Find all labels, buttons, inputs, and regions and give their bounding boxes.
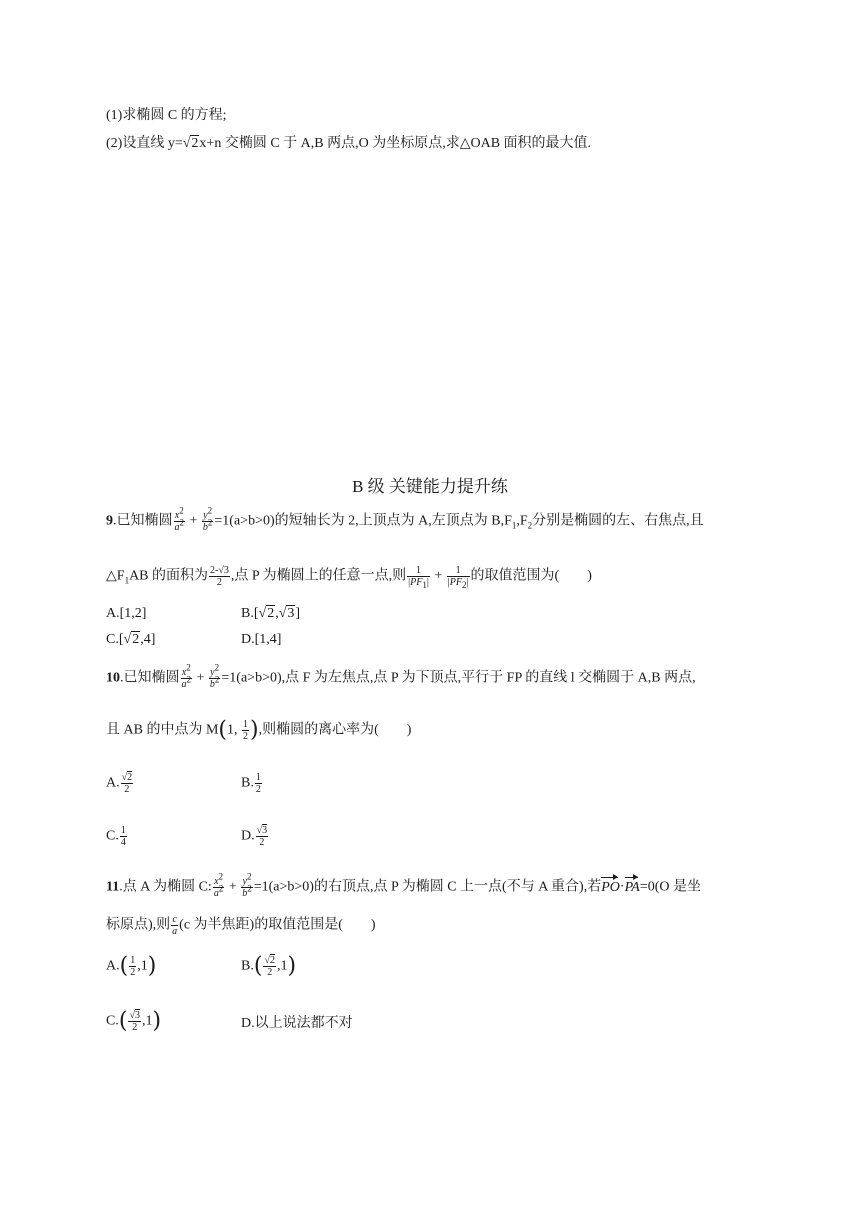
q10-option-d	[241, 825, 269, 848]
sqrt-2: √2	[258, 606, 275, 621]
q9-stem2-b: AB 的面积为	[129, 568, 209, 584]
q9-stem-line2: $\triangle F_1AB$ 的面积为 $\frac{2-√3}{2}$ ,点 P 为椭圆上的任意一点,则 $\frac{1}{|PF_1|}$ + $\frac{1}{|PF_2|}$ 的取值范围为( )	[106, 565, 592, 590]
q10-stem-line1: 10.已知椭圆 $\frac{x^2}{a^2}$ + $\frac{y^2}{b^2}$ =1(a>b>0),点 F 为左焦点,点 P 为下顶点,平行于 FP 的直线 l 交椭圆于 A,B 两点,	[106, 662, 696, 690]
q9-stem1-a: .已知椭圆	[113, 513, 173, 529]
q8-part2-b: x+n 交椭圆 C 于 A,B 两点,O 为坐标原点,求△OAB 面积的最大值.	[199, 136, 592, 151]
q9-stem2-c: ,点 P 为椭圆上的任意一点,则	[230, 568, 407, 584]
q10-number: 10	[106, 670, 120, 686]
q11-option-a: A.( $\frac{1}{2}$ ,1)	[106, 953, 157, 979]
q9-number: 9	[106, 513, 113, 529]
q10-stem2-a: 且 AB 的中点为 M	[106, 722, 219, 738]
q10-option-a-prefix: A.	[106, 775, 120, 791]
frac-1-2: $\frac{1}{2}$	[255, 772, 261, 795]
q10-stem1-b: =1(a>b>0),点 F 为左焦点,点 P 为下顶点,平行于 FP 的直线 l 交椭圆于 A,B 两点,	[221, 670, 696, 686]
q9-option-d: D.[1,4]	[241, 632, 282, 647]
q9-option-c-prefix: C.[	[106, 632, 124, 647]
q10-option-d-prefix: D.	[241, 828, 255, 844]
q11-option-a-prefix: A.	[106, 958, 120, 974]
frac-area-num: 2-√3	[210, 565, 229, 576]
q11-option-b: B.( $\frac{√2}{2}$ ,1)	[241, 953, 297, 979]
q10-option-b	[241, 772, 263, 795]
frac-1-pf1: $\frac{1}{|PF_1|}$	[408, 565, 429, 590]
q10-option-c-prefix: C.	[106, 828, 119, 844]
sqrt-3: √3	[278, 606, 295, 621]
frac-area-den: 2	[216, 577, 222, 588]
section-title: B 级 关键能力提升练	[352, 477, 508, 496]
q10-option-b-prefix: B.	[241, 775, 254, 791]
frac-sqrt2-2: $\frac{√2}{2}$	[264, 955, 275, 978]
q9-option-c-suffix: ,4]	[140, 632, 156, 647]
q9-option-b: B.[√2,√3]	[241, 606, 301, 621]
q9-stem1-b: =1(a>b>0)的短轴长为 2,上顶点为 A,左顶点为 B,F	[214, 513, 512, 529]
q9-stem2-d: 的取值范围为( )	[470, 568, 592, 584]
q9-option-c	[106, 631, 155, 649]
q8-part2-a: (2)设直线 y=	[106, 136, 183, 151]
q11-stem2-b: (c 为半焦距)的取值范围是( )	[179, 917, 376, 933]
frac-1-2: $\frac{1}{2}$	[130, 955, 136, 978]
vector-po: PO	[601, 879, 620, 895]
q8-part2	[106, 135, 591, 153]
q9-stem-line1: 9.已知椭圆 $\frac{x^2}{a^2}$ + $\frac{y^2}{b^2}$ =1(a>b>0)的短轴长为 2,上顶点为 A,左顶点为 $B,F_1,F_2$分别是椭圆的左、右焦点,且	[106, 505, 704, 533]
q10-option-c	[106, 825, 128, 848]
frac-1-2: $\frac{1}{2}$	[243, 719, 248, 742]
q11-stem-line2	[106, 914, 376, 937]
q9-option-b-prefix: B.[	[241, 606, 259, 621]
q11-stem-line1: 11.点 A 为椭圆 C: $\frac{x^2}{a^2}$ + $\frac{y^2}{b^2}$ =1(a>b>0)的右顶点,点 P 为椭圆 C 上一点(不与 A 重合),若PO·PA=0(O 是坐	[106, 871, 702, 899]
q11-option-c-prefix: C.	[106, 1013, 119, 1029]
sqrt-2: √2	[123, 632, 140, 647]
vector-pa: PA	[624, 879, 640, 895]
q11-stem2-a: 标原点),则	[106, 917, 171, 933]
q10-option-a	[106, 772, 134, 795]
frac-sqrt3-2: $\frac{√3}{2}$	[129, 1010, 140, 1033]
q8-part1: (1)求椭圆 C 的方程;	[106, 108, 227, 123]
frac-y2-b2: $\frac{y^2}{b^2}$	[202, 505, 213, 533]
q9-stem1-d: 分别是椭圆的左、右焦点,且	[532, 513, 704, 529]
q11-option-b-prefix: B.	[241, 958, 254, 974]
q9-option-a: A.[1,2]	[106, 606, 147, 621]
q10-stem-line2: 且 AB 的中点为 M(1, $\frac{1}{2}$ ),则椭圆的离心率为( )	[106, 717, 412, 743]
sqrt-2: √2	[182, 136, 199, 151]
frac-x2-a2: $\frac{x^2}{a^2}$	[174, 505, 184, 533]
frac-y2-b2: $\frac{y^2}{b^2}$	[242, 871, 252, 899]
q10-stem2-b: ,则椭圆的离心率为( )	[258, 722, 412, 738]
frac-sqrt2-2: $\frac{√2}{2}$	[121, 772, 133, 795]
frac-sqrt3-2: $\frac{√3}{2}$	[256, 825, 268, 848]
q11-option-c: C.( $\frac{√3}{2}$ ,1)	[106, 1008, 162, 1034]
frac-y2-b2: $\frac{y^2}{b^2}$	[209, 662, 220, 690]
q10-stem1-a: .已知椭圆	[120, 670, 180, 686]
frac-1-4: $\frac{1}{4}$	[120, 825, 126, 848]
q11-option-d: D.以上说法都不对	[241, 1016, 353, 1031]
q9-stem2-a: △F	[106, 568, 125, 584]
q11-stem1-a: .点 A 为椭圆 C:	[119, 879, 212, 895]
q11-stem1-c: =0(O 是坐	[639, 879, 702, 895]
q11-stem1-b: =1(a>b>0)的右顶点,点 P 为椭圆 C 上一点(不与 A 重合),若	[253, 879, 602, 895]
frac-1-pf2: $\frac{1}{|PF_2|}$	[447, 565, 469, 590]
frac-area	[209, 565, 230, 588]
frac-x2-a2: $\frac{x^2}{a^2}$	[213, 871, 224, 899]
frac-c-a: $\frac{c}{a}$	[172, 914, 178, 937]
frac-x2-a2: $\frac{x^2}{a^2}$	[181, 662, 191, 690]
q9-stem1-c: ,F	[516, 513, 528, 529]
q11-number: 11	[106, 879, 120, 895]
